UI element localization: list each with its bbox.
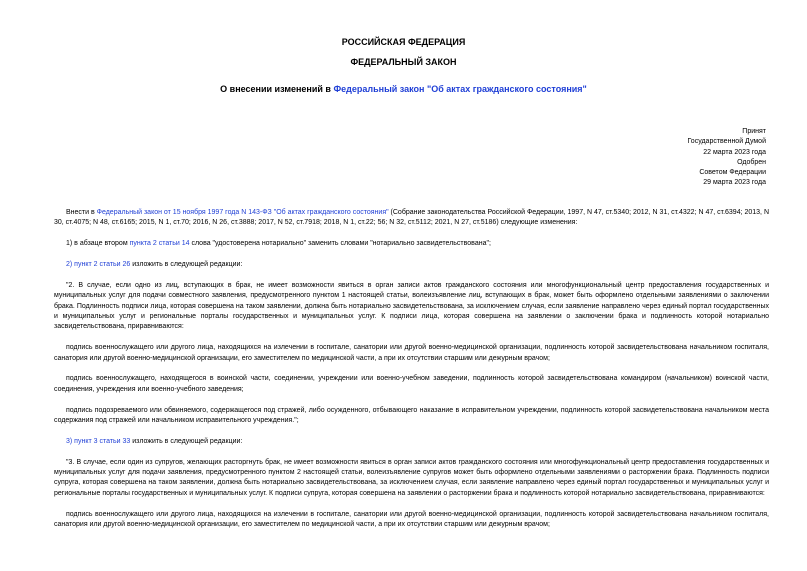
law-type-heading: ФЕДЕРАЛЬНЫЙ ЗАКОН — [350, 57, 457, 67]
federation-heading: РОССИЙСКАЯ ФЕДЕРАЦИЯ — [341, 37, 466, 47]
item-2-sub-2: подпись военнослужащего, находящегося в воинской части, соединении, учреждении или военно-учебном заведении, подлинность которой засвидетельствована командиром (начальником) воинской части, соединения, учреждения или военно-учебного заведения; — [54, 375, 769, 393]
intro-prefix: Внести в — [66, 209, 97, 216]
adoption-info — [687, 127, 766, 189]
item-2-sub-3: подпись подозреваемого или обвиняемого, содержащегося под стражей, либо осужденного, отбывающего наказание в исправительном учреждении, подлинность которой засвидетельствована начальником места содержания под стражей или начальником исправительного учреждения."; — [54, 406, 769, 425]
item-3-suffix: изложить в следующей редакции: — [130, 437, 243, 445]
item-3 — [54, 437, 769, 447]
item-1-suffix: слова "удостоверена нотариально" заменить словами "нотариально засвидетельствована"; — [189, 240, 491, 248]
item-1 — [54, 239, 769, 249]
law-body — [54, 208, 769, 541]
law-title-link[interactable]: Федеральный закон "Об актах гражданского состояния" — [333, 84, 587, 94]
item-2-quote: "2. В случае, если одно из лиц, вступающих в брак, не имеет возможности явиться в орган записи актов гражданского состояния или многофункциональный центр предоставления государственных и муниципальных услуг для подачи совместного заявления, предусмотренного пунктом 1 настоящей статьи, волеизъявление лиц, вступающих в брак, может быть оформлено отдельными заявлениями о заключении брака. Подлинность подписи лица, которая совершена на таком заявлении, должна быть нотариально засвидетельствована, за исключением случая, если заявление направлено через единый портал государственных и муниципальных услуг и региональные порталы государственных и муниципальных услуг. К подписи лица, которая совершена на заявлении о заключении брака и подлинность которой нотариально засвидетельствована, приравниваются: — [54, 281, 769, 331]
intro-paragraph — [54, 208, 769, 229]
intro-suffix: (Собрание законодательства Российской Федерации, 1997, N 47, ст.5340; 2012, N 31, ст.4322; N 47, ст.6394; 2013, N 30, ст.4075; N 48, ст.6165; 2015, N 1, ст.70; 2016, N 26, ст.3888; 2017, N 52, ст.7918; 2018, N 1, ст.22; 56; N 32, ст.5112; 2021, N 27, ст.5186) следующие изменения: — [54, 209, 770, 227]
accepted-label: Принят — [742, 128, 766, 135]
item-2-sub-1: подпись военнослужащего или другого лица, находящихся на излечении в госпитале, санатории или другой военно-медицинской организации, подлинность которой засвидетельствована начальником госпиталя, санатория или другой военно-медицинской организации, его заместителем по медицинской части, а при их отсутствии старшим или дежурным врачом; — [54, 344, 769, 362]
approved-by: Советом Федерации — [699, 169, 766, 177]
law-title — [0, 84, 807, 94]
law-title-prefix: О внесении изменений в — [220, 84, 334, 94]
item-2-suffix: изложить в следующей редакции: — [130, 261, 243, 268]
item-1-link[interactable]: пункта 2 статьи 14 — [129, 240, 190, 248]
approved-date: 29 марта 2023 года — [703, 179, 766, 187]
accepted-by: Государственной Думой — [687, 138, 766, 146]
item-2 — [54, 260, 769, 270]
intro-law-link[interactable]: Федеральный закон от 15 ноября 1997 года N 143-ФЗ "Об актах гражданского состояния" — [96, 209, 389, 216]
item-3-sub-1: подпись военнослужащего или другого лица, находящихся на излечении в госпитале, санатории или другой военно-медицинской организации, подлинность которой засвидетельствована начальником госпиталя, санатория или другой военно-медицинской организации, его заместителем по медицинской части, а при их отсутствии старшим или дежурным врачом; — [54, 510, 769, 529]
item-3-quote: "3. В случае, если один из супругов, желающих расторгнуть брак, не имеет возможности явиться в орган записи актов гражданского состояния или многофункциональный центр предоставления государственных и муниципальных услуг для подачи заявления, предусмотренного пунктом 2 настоящей статьи, волеизъявление супругов может быть оформлено отдельными заявлениями о расторжении брака. Подлинность подписи супруга, которая совершена на таком заявлении, должна быть нотариально засвидетельствована, за исключением случая, если заявление направлено через единый портал государственных и муниципальных услуг и региональные порталы государственных и муниципальных услуг. К подписи супруга, которая совершена на заявлении о расторжении брака и подлинность которой нотариально засвидетельствована, приравниваются: — [54, 458, 769, 497]
item-3-link[interactable]: 3) пункт 3 статьи 33 — [66, 437, 131, 445]
approved-label: Одобрен — [737, 158, 766, 166]
item-1-prefix: 1) в абзаце втором — [66, 240, 130, 248]
accepted-date: 22 марта 2023 года — [703, 148, 766, 156]
item-2-link[interactable]: 2) пункт 2 статьи 26 — [66, 261, 131, 268]
